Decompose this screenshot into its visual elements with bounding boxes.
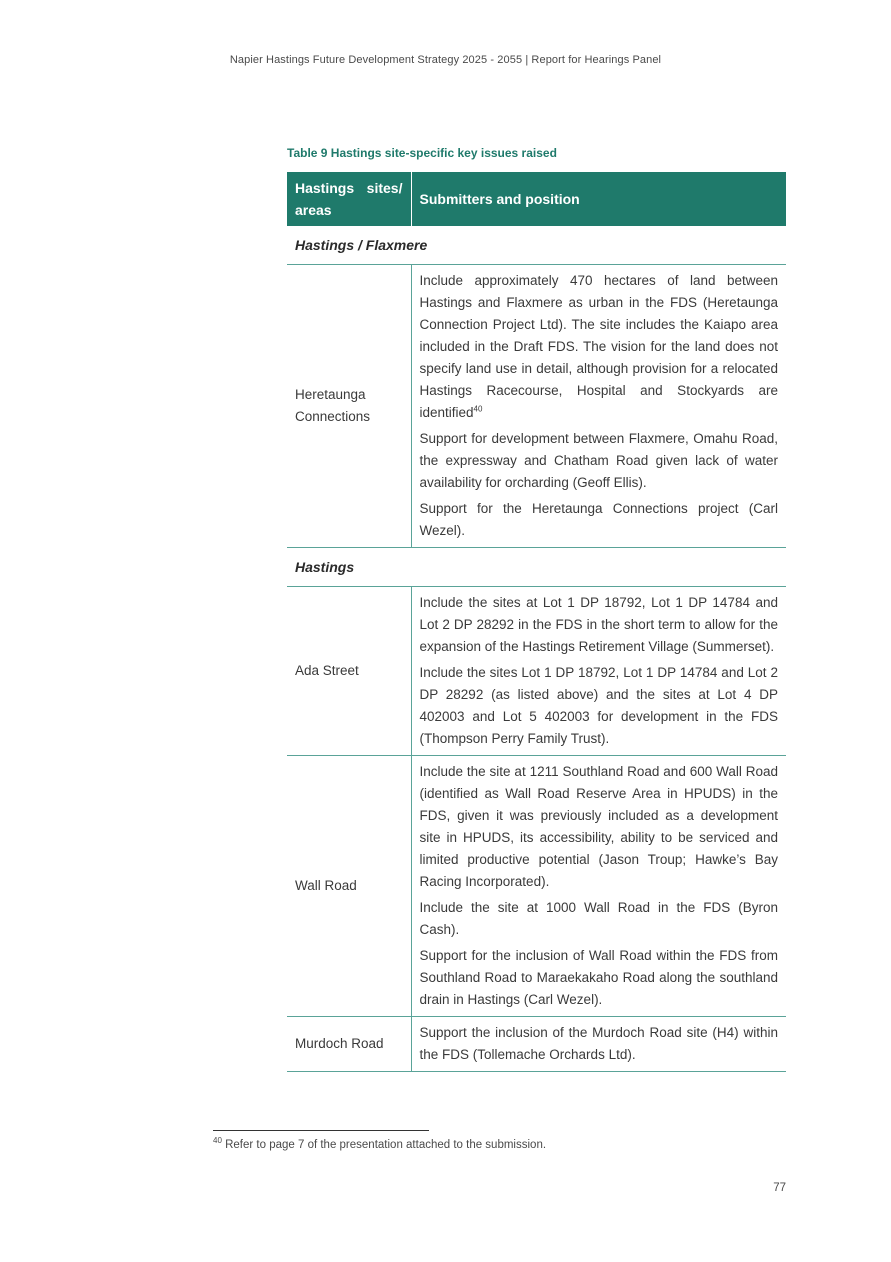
group-row-hastings-flaxmere — [287, 226, 786, 265]
table-row — [287, 1017, 786, 1072]
table-row — [287, 756, 786, 1017]
footnote-reference: 40 — [473, 404, 483, 414]
group-title: Hastings / Flaxmere — [287, 226, 786, 265]
site-issues-table — [287, 172, 786, 1072]
submission-paragraph: Support for the Heretaunga Connections project (Carl Wezel). — [419, 501, 778, 538]
footnote-divider — [213, 1130, 429, 1131]
footnote-text: Refer to page 7 of the presentation attached to the submission. — [221, 1139, 547, 1151]
table-header-row — [287, 172, 786, 226]
site-name: Ada Street — [287, 587, 411, 756]
submission-paragraph: Include the sites at Lot 1 DP 18792, Lot 1 DP 14784 and Lot 2 DP 28292 in the FDS in the short term to allow for the expansion of the Hastings Retirement Village (Summerset). — [419, 595, 778, 654]
page-header: Napier Hastings Future Development Strategy 2025 - 2055 | Report for Hearings Panel — [229, 54, 662, 66]
submission-cell — [411, 265, 786, 548]
submission-cell — [411, 587, 786, 756]
footnote — [213, 1136, 547, 1151]
submission-text: Include approximately 470 hectares of land between Hastings and Flaxmere as urban in the FDS (Heretaunga Connection Project Ltd). The site includes the Kaiapo area included in the Draft FDS. The vision for the land does not specify land use in detail, although provision for a relocated Hastings Racecourse, Hospital and Stockyards are identified — [419, 273, 778, 420]
submission-paragraph: Support the inclusion of the Murdoch Road site (H4) within the FDS (Tollemache Orchards Ltd). — [419, 1025, 778, 1062]
submission-paragraph: Include the sites Lot 1 DP 18792, Lot 1 DP 14784 and Lot 2 DP 28292 (as listed above) and the sites at Lot 4 DP 402003 and Lot 5 402003 for development in the FDS (Thompson Perry Family Trust). — [419, 665, 778, 746]
site-name: Heretaunga Connections — [287, 265, 411, 548]
header-sites-areas: Hastings sites/ areas — [287, 172, 411, 226]
page-number: 77 — [773, 1182, 786, 1194]
submission-paragraph: Include the site at 1211 Southland Road and 600 Wall Road (identified as Wall Road Reserve Area in HPUDS) in the FDS, given it was previously included as a development site in HPUDS, its accessibility, ability to be serviced and limited productive potential (Jason Troup; Hawke’s Bay Racing Incorporated). — [419, 764, 778, 889]
group-title: Hastings — [287, 548, 786, 587]
table-row — [287, 265, 786, 548]
submission-cell — [411, 756, 786, 1017]
footnote-number: 40 — [213, 1136, 222, 1146]
submission-paragraph: Support for the inclusion of Wall Road within the FDS from Southland Road to Maraekakaho Road along the southland drain in Hastings (Carl Wezel). — [419, 948, 778, 1007]
header-submitters-position: Submitters and position — [411, 172, 786, 226]
site-name: Wall Road — [287, 756, 411, 1017]
submission-paragraph: Support for development between Flaxmere, Omahu Road, the expressway and Chatham Road given lack of water availability for orcharding (Geoff Ellis). — [419, 431, 778, 490]
table-row — [287, 587, 786, 756]
submission-cell — [411, 1017, 786, 1072]
table-caption: Table 9 Hastings site-specific key issues raised — [287, 146, 557, 160]
submission-paragraph: Include the site at 1000 Wall Road in the FDS (Byron Cash). — [419, 900, 778, 937]
group-row-hastings — [287, 548, 786, 587]
site-name: Murdoch Road — [287, 1017, 411, 1072]
submission-paragraph — [420, 270, 779, 424]
